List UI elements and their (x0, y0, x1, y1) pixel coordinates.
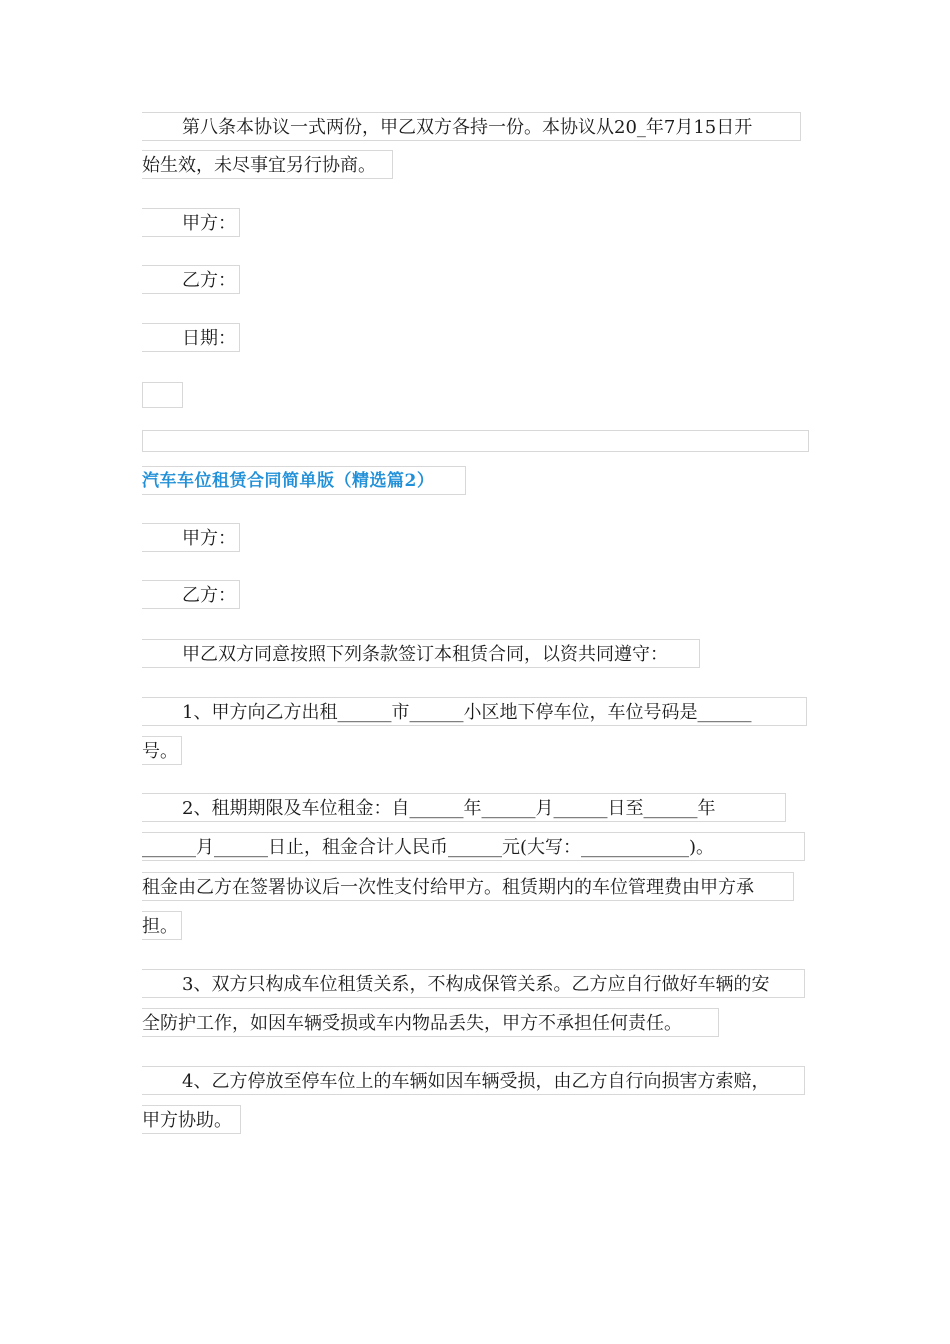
signature-party-b: 乙方： (142, 265, 240, 294)
clause4-line1: 4、乙方停放至停车位上的车辆如因车辆受损，由乙方自行向损害方索赔， (142, 1066, 805, 1095)
signature-party-a: 甲方： (142, 208, 240, 237)
clause2-line1: 2、租期期限及车位租金：自______年______月______日至______年 (142, 793, 786, 822)
party-a-label: 甲方： (142, 523, 240, 552)
clause2-line3: 租金由乙方在签署协议后一次性支付给甲方。租赁期内的车位管理费由甲方承 (142, 872, 794, 901)
clause3-line2: 全防护工作，如因车辆受损或车内物品丢失，甲方不承担任何责任。 (142, 1008, 719, 1037)
clause2-line2: ______月______日止，租金合计人民币______元(大写：____________)。 (142, 832, 805, 861)
signature-date: 日期： (142, 323, 240, 352)
section-title: 汽车车位租赁合同简单版（精选篇2） (142, 466, 466, 495)
party-b-label: 乙方： (142, 580, 240, 609)
clause4-line2: 甲方协助。 (142, 1105, 241, 1134)
section-divider-box (142, 430, 809, 452)
clause3-line1: 3、双方只构成车位租赁关系，不构成保管关系。乙方应自行做好车辆的安 (142, 969, 805, 998)
article8-line2: 始生效，未尽事宜另行协商。 (142, 150, 393, 179)
empty-line-box (142, 382, 183, 408)
clause1-line2: 号。 (142, 736, 182, 765)
clause1-line1: 1、甲方向乙方出租______市______小区地下停车位，车位号码是______ (142, 697, 807, 726)
contract-intro: 甲乙双方同意按照下列条款签订本租赁合同，以资共同遵守： (142, 639, 700, 668)
clause2-line4: 担。 (142, 911, 182, 940)
article8-line1: 第八条本协议一式两份，甲乙双方各持一份。本协议从20_年7月15日开 (142, 112, 801, 141)
